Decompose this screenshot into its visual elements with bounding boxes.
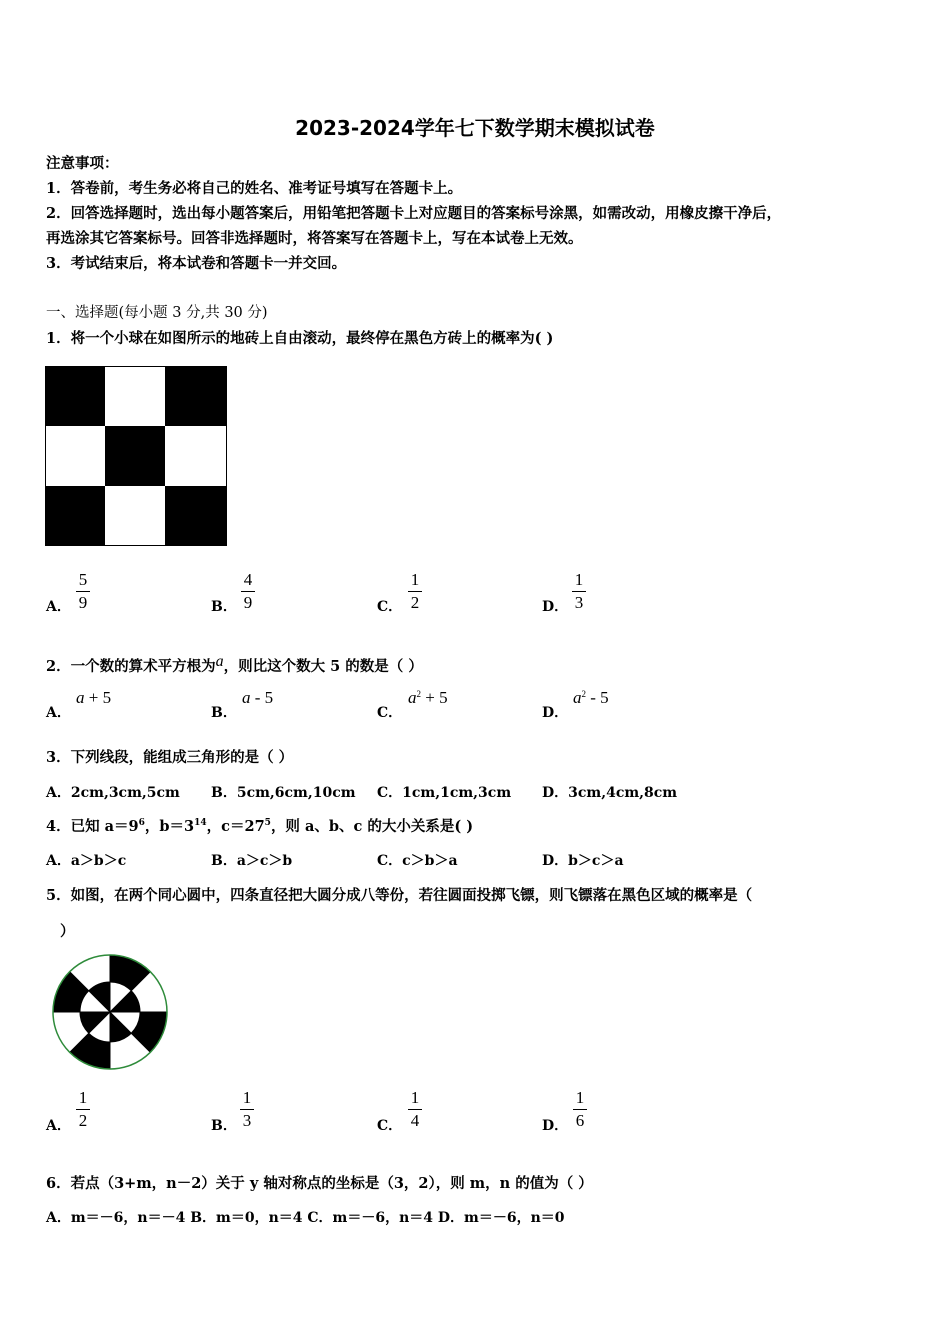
q1-option-d-fraction: 1 3 (570, 570, 588, 613)
question-3-stem: 3．下列线段，能组成三角形的是（ ） (46, 749, 294, 766)
concentric-circles-target-figure (50, 952, 170, 1072)
question-5-stem: 5．如图，在两个同心圆中，四条直径把大圆分成八等份，若往圆面投掷飞镖，则飞镖落在黑色区域的概率是（ (46, 887, 753, 904)
q2-option-d-label: D． (542, 705, 569, 721)
q1-option-a-label: A． (46, 599, 71, 615)
notice-item: 3．考试结束后，将本试卷和答题卡一并交回。 (46, 255, 347, 272)
q1-option-d-label: D． (542, 599, 569, 615)
q3-option-a: A．2cm,3cm,5cm (46, 785, 180, 801)
q5-option-a-fraction: 1 2 (74, 1088, 92, 1131)
q5-option-d-label: D． (542, 1118, 569, 1134)
q5-option-d-fraction: 1 6 (571, 1088, 589, 1131)
q4-option-a: A．a＞b＞c (46, 853, 127, 869)
q5-option-b-fraction: 1 3 (238, 1088, 256, 1131)
q3-option-d: D．3cm,4cm,8cm (542, 785, 678, 801)
q4-option-d: D．b＞c＞a (542, 853, 624, 869)
q4-option-c: C．c＞b＞a (377, 853, 458, 869)
q1-option-c-label: C． (377, 599, 403, 615)
q2-option-c-expression: $a^2 + 5$ (408, 688, 448, 707)
q1-option-c-fraction: 1 2 (406, 570, 424, 613)
q3-option-c: C．1cm,1cm,3cm (377, 785, 512, 801)
q4-option-b: B．a＞c＞b (211, 853, 293, 869)
page-title: 2023-2024学年七下数学期末模拟试卷 (295, 116, 655, 140)
checkerboard-tile-figure (45, 366, 228, 547)
q2-option-a-expression: a + 5 (76, 688, 112, 707)
q2-option-c-label: C． (377, 705, 403, 721)
question-6-stem: 6．若点（3+m，n－2）关于 y 轴对称点的坐标是（3，2），则 m，n 的值为（ ） (46, 1175, 593, 1192)
question-2-stem: 2．一个数的算术平方根为a，则比这个数大 5 的数是（ ） (46, 653, 423, 675)
q2-option-b-label: B． (211, 705, 237, 721)
q2-option-d-expression: $a^2 - 5$ (573, 688, 609, 707)
q5-option-c-label: C． (377, 1118, 403, 1134)
question-4-stem: 4．已知 $a=9^6$，$b=3^{14}$，$c=27^5$，则 a、b、c 的大小关系是( ) (46, 818, 474, 835)
notice-item: 再选涂其它答案标号。回答非选择题时，将答案写在答题卡上，写在本试卷上无效。 (46, 230, 583, 247)
question-5-stem-continued: ） (60, 923, 75, 940)
notice-item: 2．回答选择题时，选出每小题答案后，用铅笔把答题卡上对应题目的答案标号涂黑，如需改动，用橡皮擦干净后， (46, 205, 782, 222)
q2-option-a-label: A． (46, 705, 71, 721)
q3-option-b: B．5cm,6cm,10cm (211, 785, 356, 801)
q5-option-a-label: A． (46, 1118, 71, 1134)
q1-option-b-fraction: 4 9 (239, 570, 257, 613)
q5-option-c-fraction: 1 4 (406, 1088, 424, 1131)
q5-option-b-label: B． (211, 1118, 237, 1134)
notice-heading: 注意事项： (46, 155, 119, 172)
section-heading: 一、选择题(每小题 3 分,共 30 分) (46, 305, 268, 321)
notice-item: 1．答卷前，考生务必将自己的姓名、准考证号填写在答题卡上。 (46, 180, 463, 197)
question-1-stem: 1．将一个小球在如图所示的地砖上自由滚动，最终停在黑色方砖上的概率为( ) (46, 330, 554, 347)
q1-option-a-fraction: 5 9 (74, 570, 92, 613)
q2-option-b-expression: a - 5 (242, 688, 274, 707)
q1-option-b-label: B． (211, 599, 237, 615)
q6-options: A．m＝－6，n＝－4 B．m＝0，n＝4 C．m＝－6，n＝4 D．m＝－6，n＝0 (46, 1210, 565, 1226)
